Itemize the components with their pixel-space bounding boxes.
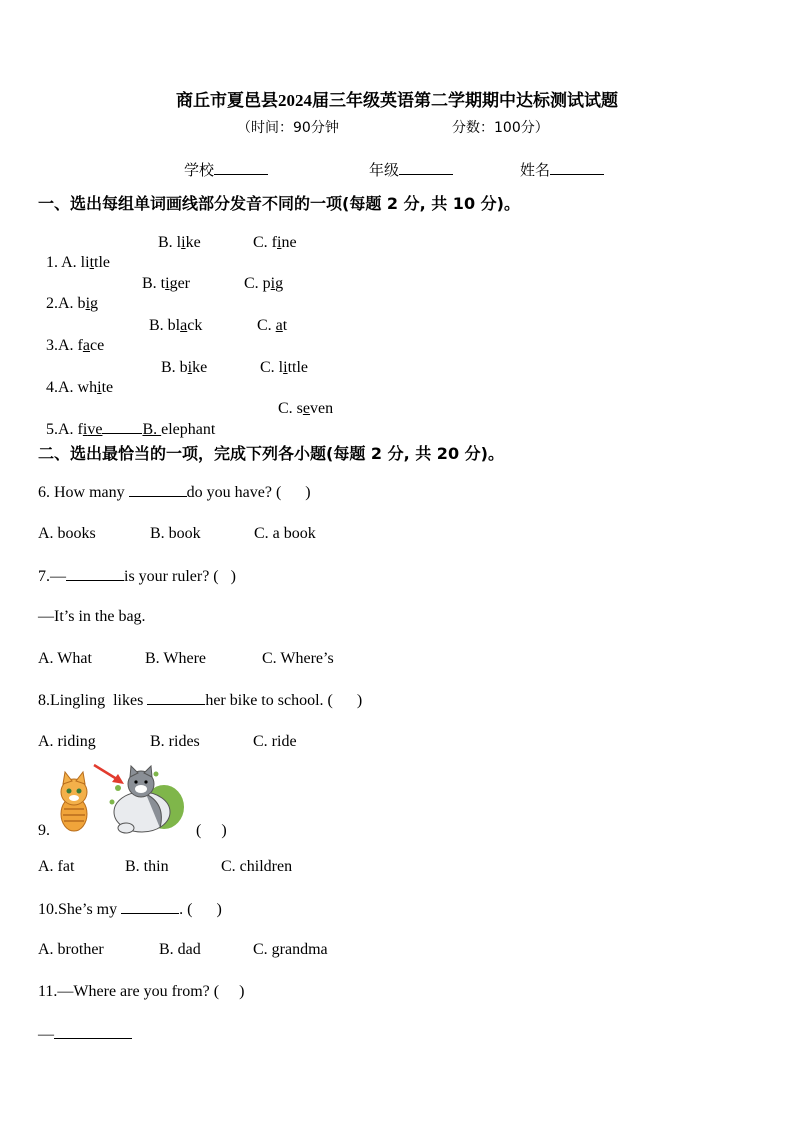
- question-2: 2.A. big: [46, 295, 99, 312]
- question-10: 10.She’s my . ( ): [38, 901, 222, 918]
- q7-option-b: B. Where: [145, 650, 207, 667]
- q2-option-c: C. pig: [244, 275, 284, 292]
- q3-option-c: C. at: [257, 317, 288, 334]
- q10-blank[interactable]: [121, 899, 179, 914]
- q10-option-a: A. brother: [38, 941, 104, 958]
- school-blank[interactable]: [214, 160, 268, 175]
- gray-cat-icon: [114, 766, 170, 833]
- q3-option-b: B. black: [149, 317, 203, 334]
- q6-blank[interactable]: [129, 482, 187, 497]
- q8-blank[interactable]: [147, 690, 205, 705]
- question-6: 6. How many do you have? ( ): [38, 484, 311, 501]
- q1-option-a: A. little: [61, 254, 111, 271]
- school-field[interactable]: [184, 159, 268, 180]
- q7-blank[interactable]: [66, 566, 124, 581]
- q5-option-a: A. five: [58, 421, 103, 438]
- q8-option-a: A. riding: [38, 733, 96, 750]
- cats-illustration: [46, 762, 196, 834]
- q6-option-a: A. books: [38, 525, 96, 542]
- section-2-heading: 二、选出最恰当的一项，完成下列各小题(每题 2 分, 共 20 分)。: [38, 444, 504, 463]
- q9-option-c: C. children: [221, 858, 293, 875]
- q11-answer-line: —: [38, 1024, 132, 1045]
- q2-option-a: A. big: [58, 295, 99, 312]
- q7-option-a: A. What: [38, 650, 92, 667]
- question-5: 5.A. five B. elephant: [46, 421, 216, 438]
- q10-option-c: C. grandma: [253, 941, 328, 958]
- q4-option-b: B. bike: [161, 359, 208, 376]
- q4-option-a: A. white: [58, 379, 114, 396]
- q5-option-c: C. seven: [278, 400, 334, 417]
- q6-option-b: B. book: [150, 525, 201, 542]
- question-11: 11.—Where are you from? ( ): [38, 983, 245, 1000]
- grade-field[interactable]: [369, 159, 453, 180]
- section-1-heading: 一、选出每组单词画线部分发音不同的一项(每题 2 分, 共 10 分)。: [38, 194, 520, 213]
- orange-cat-icon: [61, 772, 87, 831]
- q1-option-b: B. like: [158, 234, 201, 251]
- q11-blank[interactable]: [54, 1024, 132, 1039]
- grade-label: 年级: [369, 161, 400, 179]
- q9-option-a: A. fat: [38, 858, 75, 875]
- q1-option-c: C. fine: [253, 234, 297, 251]
- q6-option-c: C. a book: [254, 525, 316, 542]
- q9-answer-paren[interactable]: ( ): [196, 822, 227, 839]
- q7-answer-line: —It’s in the bag.: [38, 608, 146, 625]
- grade-blank[interactable]: [399, 160, 453, 175]
- question-8: 8.Lingling likes her bike to school. ( ): [38, 692, 363, 709]
- exam-score: 分数：100分）: [452, 120, 549, 136]
- page-title: 商丘市夏邑县2024届三年级英语第二学期期中达标测试试题: [176, 91, 618, 110]
- red-arrow-icon: [94, 765, 124, 784]
- q5-option-b: elephant: [161, 421, 216, 438]
- question-7: 7.— is your ruler? ( ): [38, 568, 236, 585]
- q3-option-a: A. face: [58, 337, 105, 354]
- q8-option-b: B. rides: [150, 733, 200, 750]
- question-4: 4.A. white: [46, 379, 114, 396]
- q8-option-c: C. ride: [253, 733, 297, 750]
- question-3: 3.A. face: [46, 337, 105, 354]
- q10-option-b: B. dad: [159, 941, 201, 958]
- exam-time: （时间：90分钟: [237, 120, 339, 136]
- name-label: 姓名: [520, 161, 551, 179]
- q4-option-c: C. little: [260, 359, 309, 376]
- question-9-number: 9.: [38, 822, 50, 839]
- q9-option-b: B. thin: [125, 858, 169, 875]
- name-field[interactable]: [520, 159, 604, 180]
- q7-option-c: C. Where’s: [262, 650, 334, 667]
- q2-option-b: B. tiger: [142, 275, 191, 292]
- q5-option-b-label: B.: [142, 421, 162, 438]
- question-1: 1. A. little: [46, 254, 111, 271]
- school-label: 学校: [184, 161, 215, 179]
- name-blank[interactable]: [550, 160, 604, 175]
